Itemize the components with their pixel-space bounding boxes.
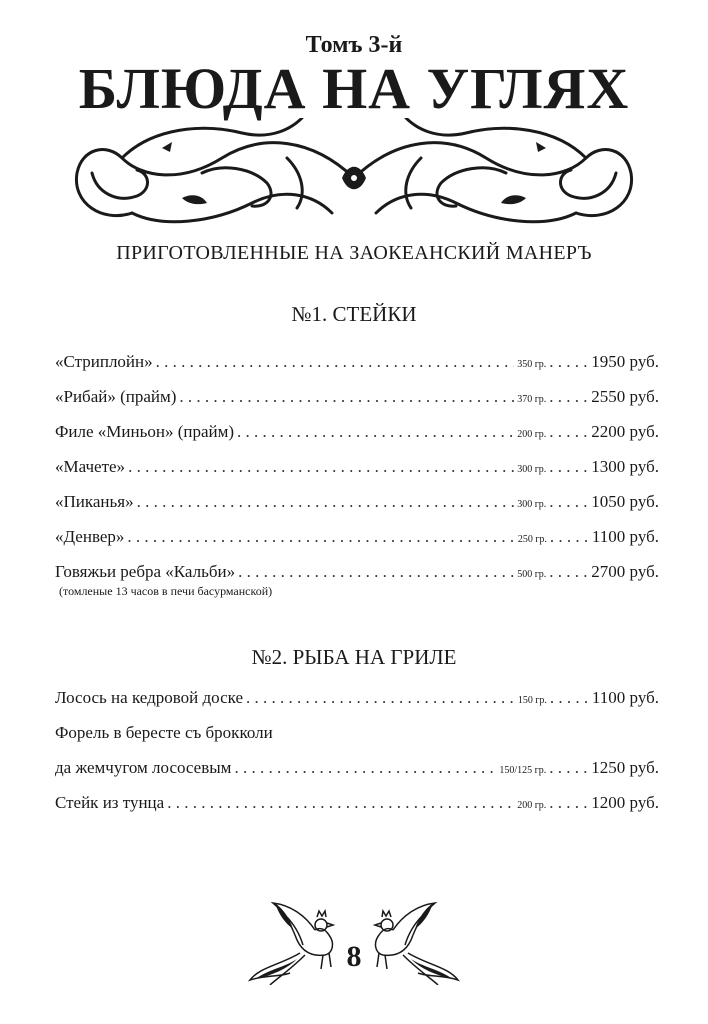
item-name: Филе «Миньон» (прайм) <box>55 422 235 441</box>
leader-dots <box>237 422 514 442</box>
menu-item <box>55 492 659 527</box>
item-weight: 150/125 гр. <box>499 765 547 776</box>
item-weight: 250 гр. <box>517 534 547 545</box>
leader-dots <box>549 492 587 512</box>
item-price: 2200 руб. <box>591 422 659 441</box>
menu-item <box>55 758 659 793</box>
item-price: 2700 руб. <box>591 562 659 581</box>
leader-dots <box>137 492 515 512</box>
leader-dots <box>550 688 588 708</box>
item-name: Форель в бересте съ брокколи <box>55 723 273 742</box>
leader-dots <box>234 758 496 778</box>
page-number: 8 <box>346 940 362 973</box>
item-name: Стейк из тунца <box>55 793 165 812</box>
item-price: 1300 руб. <box>591 457 659 476</box>
item-price: 1100 руб. <box>591 688 659 707</box>
menu-item <box>55 387 659 422</box>
menu-item <box>55 688 659 723</box>
menu-item <box>55 352 659 387</box>
item-weight: 200 гр. <box>517 429 547 440</box>
leader-dots <box>549 758 587 778</box>
page-title: БЛЮДА НА УГЛЯХ <box>78 56 630 121</box>
leader-dots <box>549 562 587 582</box>
leader-dots <box>238 562 514 582</box>
leader-dots <box>549 457 587 477</box>
leader-dots <box>550 527 588 547</box>
item-weight: 300 гр. <box>517 499 547 510</box>
menu-item <box>55 422 659 457</box>
baroque-scroll-icon <box>62 118 646 238</box>
item-weight: 350 гр. <box>517 359 547 370</box>
item-price: 1200 руб. <box>591 793 659 812</box>
leader-dots <box>128 457 514 477</box>
item-price: 1950 руб. <box>591 352 659 371</box>
item-price: 2550 руб. <box>591 387 659 406</box>
leader-dots <box>246 688 515 708</box>
leader-dots <box>167 793 514 813</box>
item-note: (томленые 13 часов в печи басурманской) <box>59 584 273 598</box>
item-name: Лосось на кедровой доске <box>55 688 244 707</box>
menu-section-steaks <box>55 352 659 604</box>
menu-item <box>55 793 659 828</box>
menu-item <box>55 527 659 562</box>
leader-dots <box>549 422 587 442</box>
leader-dots <box>156 352 515 372</box>
item-name: «Стриплойн» <box>55 352 153 371</box>
item-price: 1100 руб. <box>591 527 659 546</box>
menu-item <box>55 457 659 492</box>
section-title-grilled-fish: №2. РЫБА НА ГРИЛЕ <box>251 645 457 669</box>
section-title-steaks: №1. СТЕЙКИ <box>291 302 417 326</box>
item-name: да жемчугом лососевым <box>55 758 232 777</box>
item-weight: 370 гр. <box>517 394 547 405</box>
item-name: Говяжьи ребра «Кальби» <box>55 562 236 581</box>
item-weight: 300 гр. <box>517 464 547 475</box>
item-weight: 150 гр. <box>517 695 547 706</box>
item-name: «Денвер» <box>55 527 125 546</box>
page-subtitle: ПРИГОТОВЛЕННЫЕ НА ЗАОКЕАНСКИЙ МАНЕРЪ <box>116 242 592 264</box>
menu-item <box>55 562 659 584</box>
item-name: «Пиканья» <box>55 492 134 511</box>
item-price: 1250 руб. <box>591 758 659 777</box>
item-price: 1050 руб. <box>591 492 659 511</box>
menu-section-grilled-fish <box>55 688 659 828</box>
menu-item <box>55 723 659 758</box>
leader-dots <box>549 387 587 407</box>
item-weight: 500 гр. <box>517 569 547 580</box>
leader-dots <box>549 793 587 813</box>
leader-dots <box>179 387 514 407</box>
item-weight: 200 гр. <box>517 800 547 811</box>
volume-label: Томъ 3-й <box>305 32 403 58</box>
item-name: «Рибай» (прайм) <box>55 387 177 406</box>
leader-dots <box>127 527 514 547</box>
leader-dots <box>549 352 587 372</box>
item-name: «Мачете» <box>55 457 126 476</box>
